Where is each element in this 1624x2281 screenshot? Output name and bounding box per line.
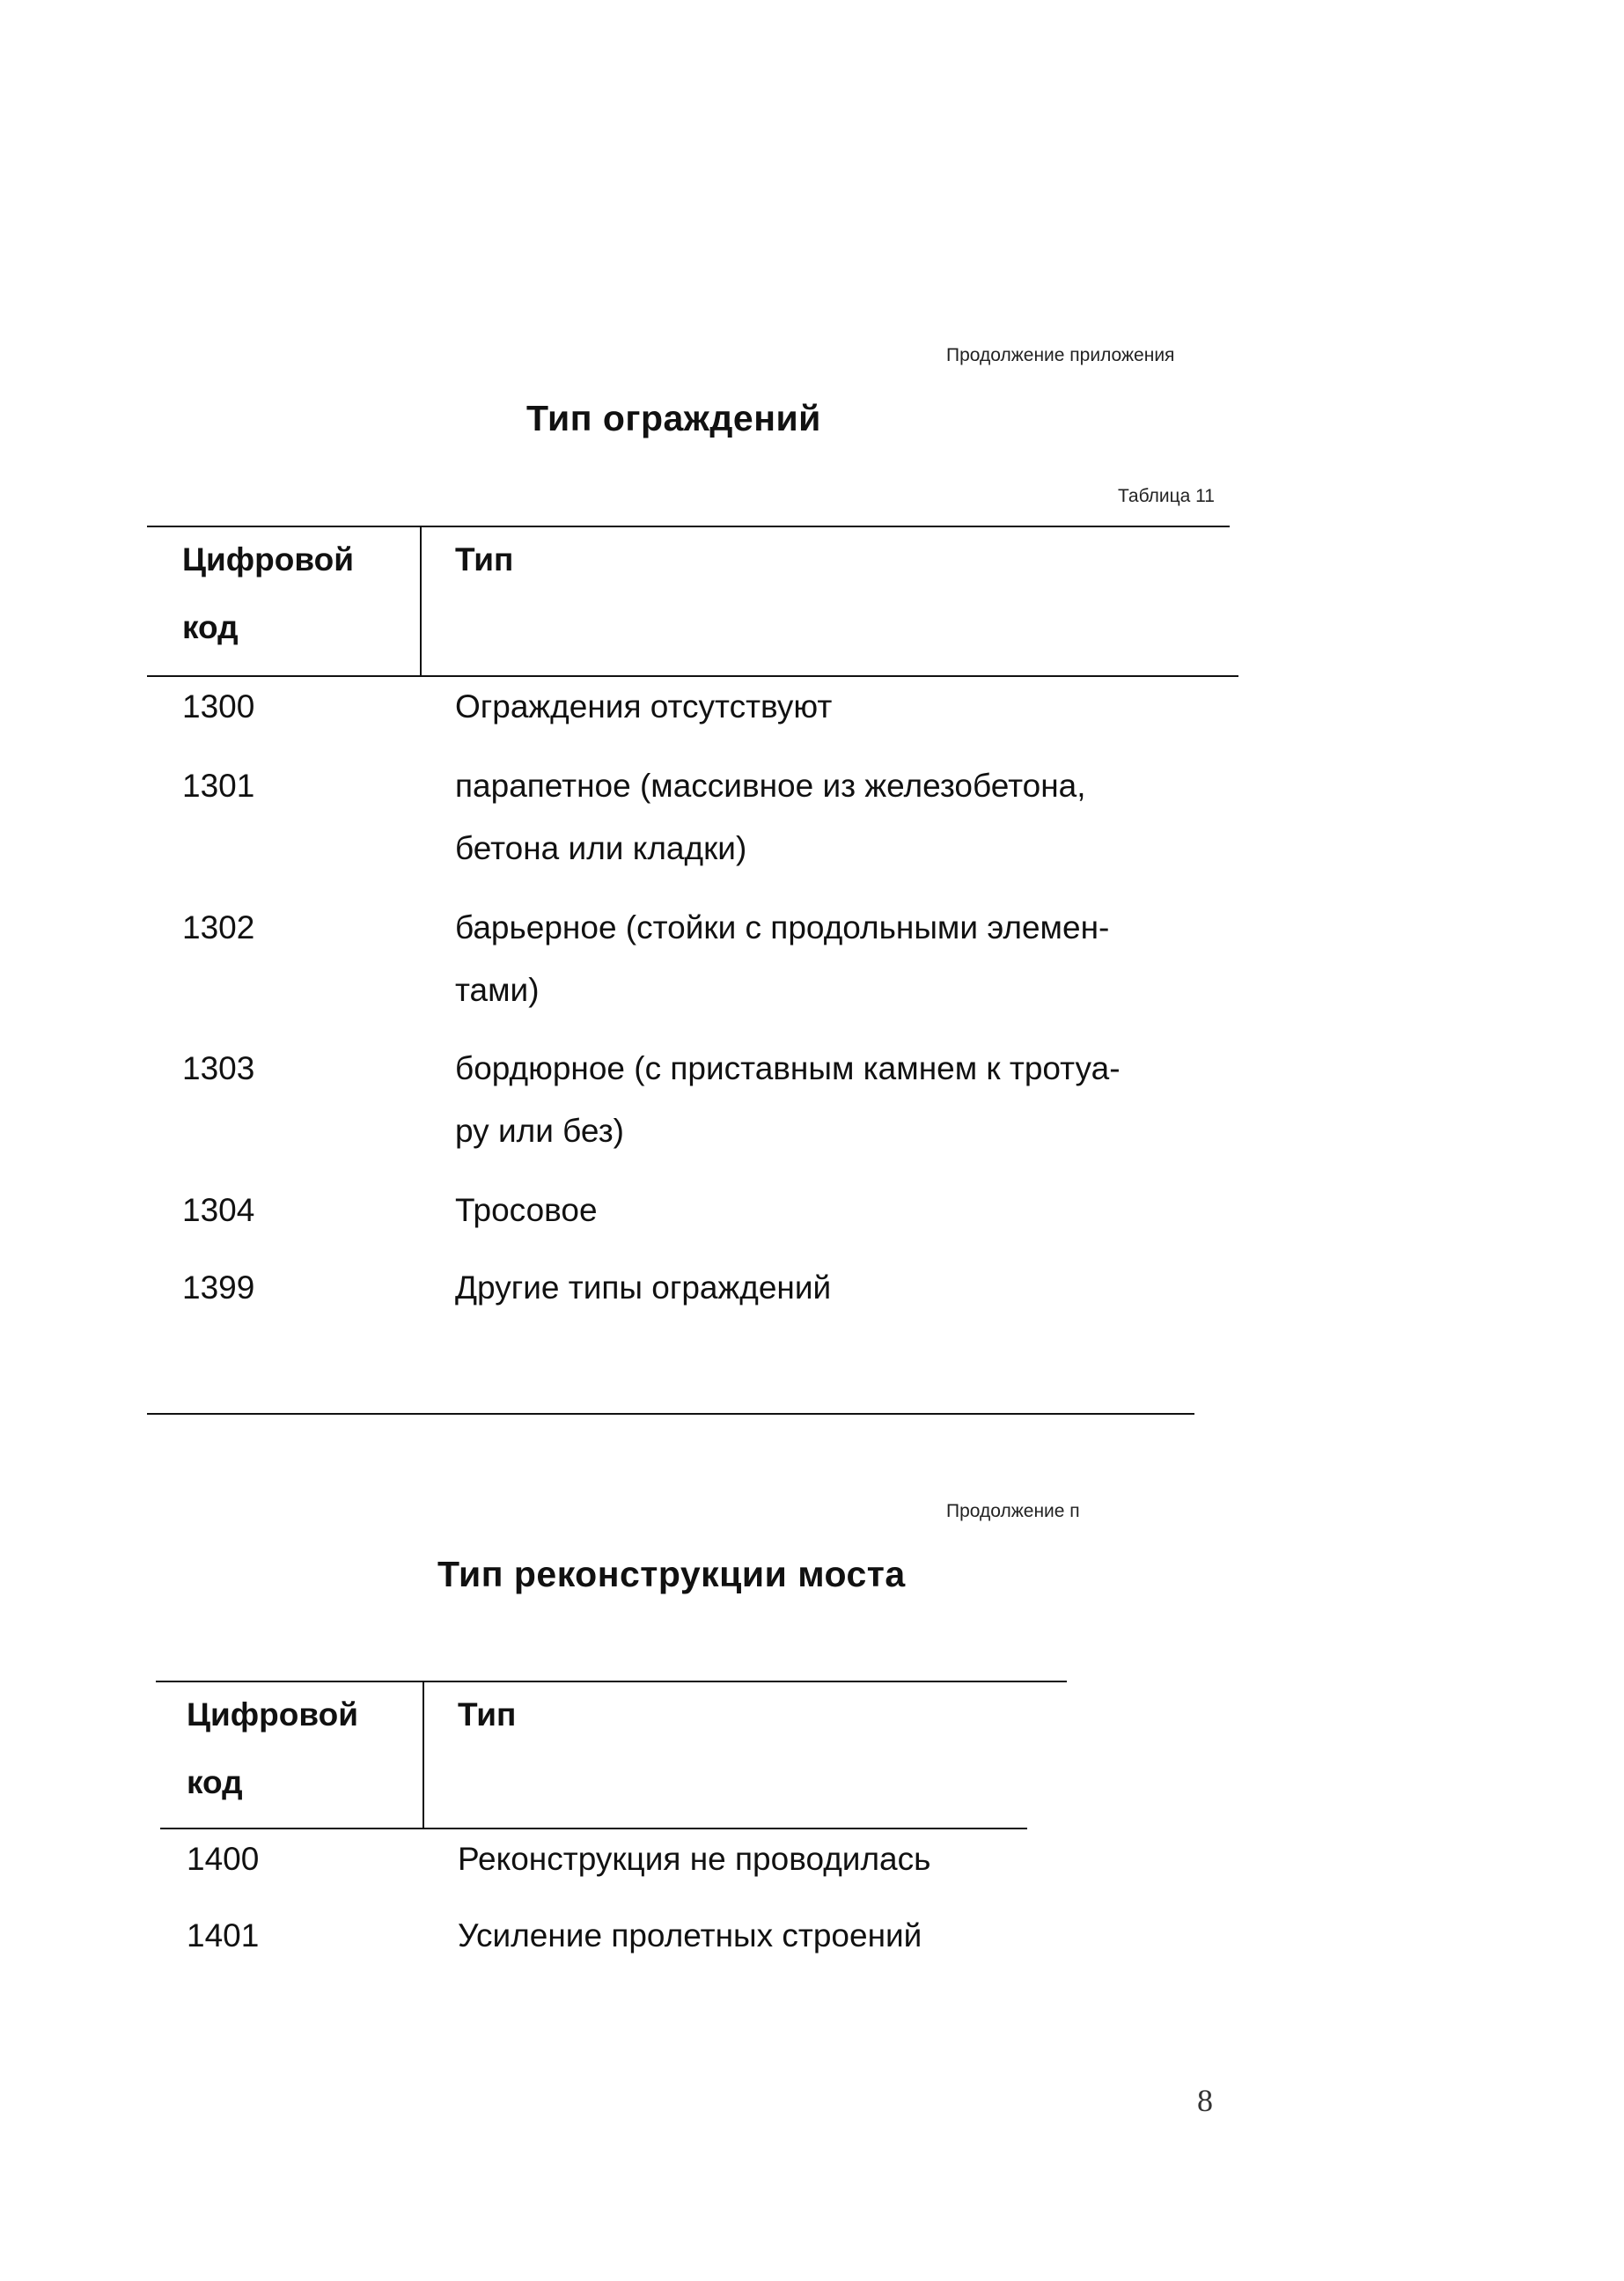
table-row-type: Ограждения отсутствуют	[455, 688, 833, 725]
table-row-type-cont: бетона или кладки)	[455, 830, 747, 866]
page-number: 8	[1197, 2083, 1213, 2118]
table-row-type-cont: ру или без)	[455, 1113, 624, 1149]
section-title: Тип ограждений	[526, 398, 821, 438]
header-divider	[423, 1681, 424, 1828]
table-row-code: 1400	[187, 1841, 260, 1877]
header-divider	[420, 526, 422, 675]
table-row-code: 1301	[182, 768, 255, 804]
table-row-type-cont: тами)	[455, 972, 540, 1008]
table-row-type: парапетное (массивное из железобетона,	[455, 768, 1086, 804]
header-type: Тип	[458, 1696, 517, 1733]
table-bottom-rule	[147, 1413, 1194, 1415]
table-row-code: 1399	[182, 1269, 255, 1306]
table-row-code: 1304	[182, 1192, 255, 1228]
continuation-note: Продолжение п	[946, 1501, 1080, 1521]
table-row-code: 1300	[182, 688, 255, 725]
table-row-type: Усиление пролетных строений	[458, 1917, 922, 1954]
header-code-line1: Цифровой	[187, 1696, 358, 1733]
table-row-type: бордюрное (с приставным камнем к тротуа-	[455, 1050, 1121, 1086]
table-row-type: Тросовое	[455, 1192, 598, 1228]
table-row-code: 1303	[182, 1050, 255, 1086]
continuation-note: Продолжение приложения	[946, 345, 1175, 365]
table-row-type: барьерное (стойки с продольными элемен-	[455, 909, 1110, 946]
table-row-code: 1401	[187, 1917, 260, 1954]
table-row-type: Другие типы ограждений	[455, 1269, 832, 1306]
section-title: Тип реконструкции моста	[437, 1554, 906, 1594]
table-label: Таблица 11	[1118, 486, 1215, 506]
header-code-line1: Цифровой	[182, 541, 354, 578]
header-type: Тип	[455, 541, 514, 578]
header-code-line2: код	[187, 1764, 243, 1800]
table-row-code: 1302	[182, 909, 255, 946]
table-row-type: Реконструкция не проводилась	[458, 1841, 931, 1877]
header-code-line2: код	[182, 609, 239, 645]
